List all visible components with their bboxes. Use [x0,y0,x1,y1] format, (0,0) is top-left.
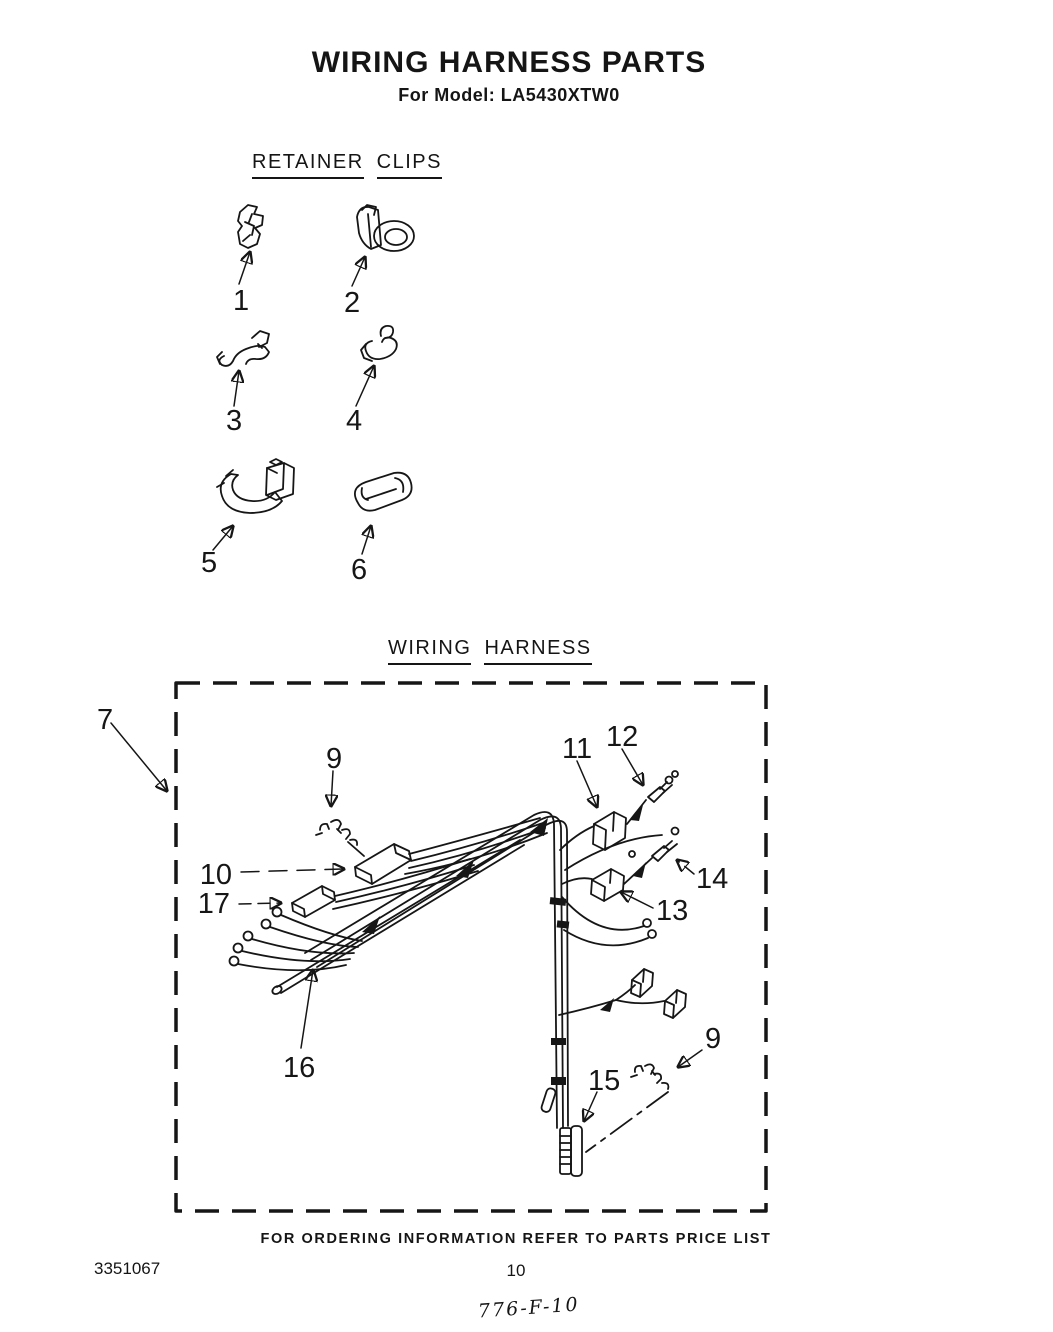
doc-number: 3351067 [94,1259,161,1278]
ordering-note: FOR ORDERING INFORMATION REFER TO PARTS PRICE LIST [260,1231,772,1247]
callout-label-13: 13 [656,895,689,927]
callout-arrow-9-bottom [678,1050,702,1067]
callout-arrow-17 [239,903,281,904]
callout-label-5: 5 [201,547,218,579]
wiring-harness-heading-word-1: WIRING [388,637,471,665]
callout-label-16: 16 [283,1052,316,1084]
callout-label-2: 2 [344,287,361,319]
callout-label-7: 7 [97,704,114,736]
retainer-clip-5-icon [217,459,294,513]
callout-arrow-16 [301,970,313,1048]
harness-connector-13 [562,869,624,901]
callout-arrow-11 [577,761,597,807]
harness-main-trunk [305,812,568,1128]
retainer-clip-1-icon [238,205,263,248]
callout-arrow-1 [239,252,250,284]
callout-label-1: 1 [233,285,250,317]
callout-arrow-3 [234,371,239,406]
harness-boundary-box [176,683,766,1211]
harness-cable-ties [362,818,569,1085]
harness-connector-15 [540,1087,582,1176]
page-number: 10 [506,1261,526,1280]
callout-arrow-14 [677,860,694,874]
harness-ring-terminal-wires [230,908,363,971]
callout-label-4: 4 [346,405,363,437]
callout-arrow-7 [111,723,167,791]
retainer-clips-heading-word-2: CLIPS [377,151,442,179]
callout-label-10: 10 [199,859,232,891]
retainer-clip-3-icon [217,331,269,366]
callout-label-9-bottom: 9 [705,1023,722,1055]
harness-lower-branch-connectors [559,969,686,1018]
plate-code: 776-F-10 [477,1293,581,1323]
callout-arrow-6 [362,526,371,554]
harness-loop-wires [562,897,656,945]
retainer-clips-heading-word-1: RETAINER [252,151,364,179]
callout-label-17: 17 [197,888,230,920]
callout-label-11: 11 [562,733,593,765]
page-title: WIRING HARNESS PARTS [311,46,707,79]
model-subtitle: For Model: LA5430XTW0 [398,85,620,105]
callout-arrow-2 [352,257,365,286]
wiring-harness-heading-word-2: HARNESS [484,637,591,665]
harness-connector-17 [292,859,478,917]
callout-label-9-top: 9 [326,743,343,775]
retainer-clip-6-icon [355,473,412,511]
callout-label-14: 14 [696,863,729,895]
callout-arrow-4 [356,366,374,406]
harness-clip-9-top-icon [316,820,364,856]
callout-arrow-9-top [331,771,333,806]
callout-label-15: 15 [588,1065,621,1097]
callout-label-6: 6 [351,554,368,586]
callout-label-3: 3 [226,405,243,437]
callout-arrow-12 [622,749,643,785]
callout-arrow-10 [241,869,344,872]
retainer-clip-4-icon [361,326,397,361]
retainer-clip-2-icon [357,205,414,251]
callout-label-12: 12 [606,721,639,753]
callout-arrow-13 [621,892,653,908]
harness-terminal-12 [627,771,678,824]
